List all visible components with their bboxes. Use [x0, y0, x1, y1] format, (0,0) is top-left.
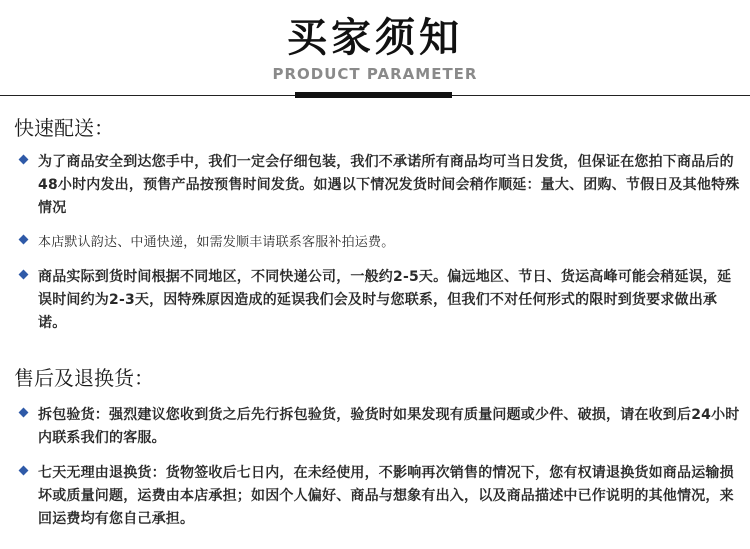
- page-header: [0, 0, 750, 98]
- diamond-bullet-icon: [19, 270, 29, 280]
- list-item-text: 商品实际到货时间根据不同地区，不同快递公司，一般约2-5天。偏远地区、节日、货运高峰可能会稍延误，延误时间约为2-3天，因特殊原因造成的延误我们会及时与您联系，但我们不对任何形式的限时到货要求做出承诺。: [38, 269, 732, 331]
- diamond-bullet-icon: [19, 155, 29, 165]
- section-title: 快速配送：: [14, 116, 114, 140]
- header-accent-bar: [295, 92, 452, 98]
- diamond-bullet-icon: [19, 408, 29, 418]
- diamond-bullet-icon: [19, 235, 29, 245]
- list-item: [14, 231, 744, 254]
- diamond-bullet-icon: [19, 466, 29, 476]
- list-item-text: 拆包验货：强烈建议您收到货之后先行拆包验货，验货时如果发现有质量问题或少件、破损，请在收到后24小时内联系我们的客服。: [38, 407, 740, 446]
- list-item: [14, 404, 744, 450]
- section-title: 售后及退换货：: [14, 366, 154, 390]
- page-title: 买家须知: [287, 15, 463, 61]
- list-item: [14, 266, 744, 335]
- list-item-text: 七天无理由退换货：货物签收后七日内，在未经使用，不影响再次销售的情况下，您有权请退换货如商品运输损坏或质量问题，运费由本店承担；如因个人偏好、商品与想象有出入，以及商品描述中已作说明的其他情况，来回运费均有您自己承担。: [38, 465, 734, 527]
- page-subtitle: PRODUCT PARAMETER: [272, 65, 478, 83]
- list-item-text: 本店默认韵达、中通快递，如需发顺丰请联系客服补拍运费。: [38, 235, 395, 250]
- list-item: [14, 462, 744, 531]
- section-fast-delivery: [14, 114, 744, 335]
- list-item: [14, 151, 744, 220]
- section-after-sales: [14, 364, 744, 531]
- list-item-text: 为了商品安全到达您手中，我们一定会仔细包装，我们不承诺所有商品均可当日发货，但保证在您拍下商品后的48小时内发出，预售产品按预售时间发货。如遇以下情况发货时间会稍作顺延：量大、团购、节假日及其他特殊情况: [38, 154, 740, 216]
